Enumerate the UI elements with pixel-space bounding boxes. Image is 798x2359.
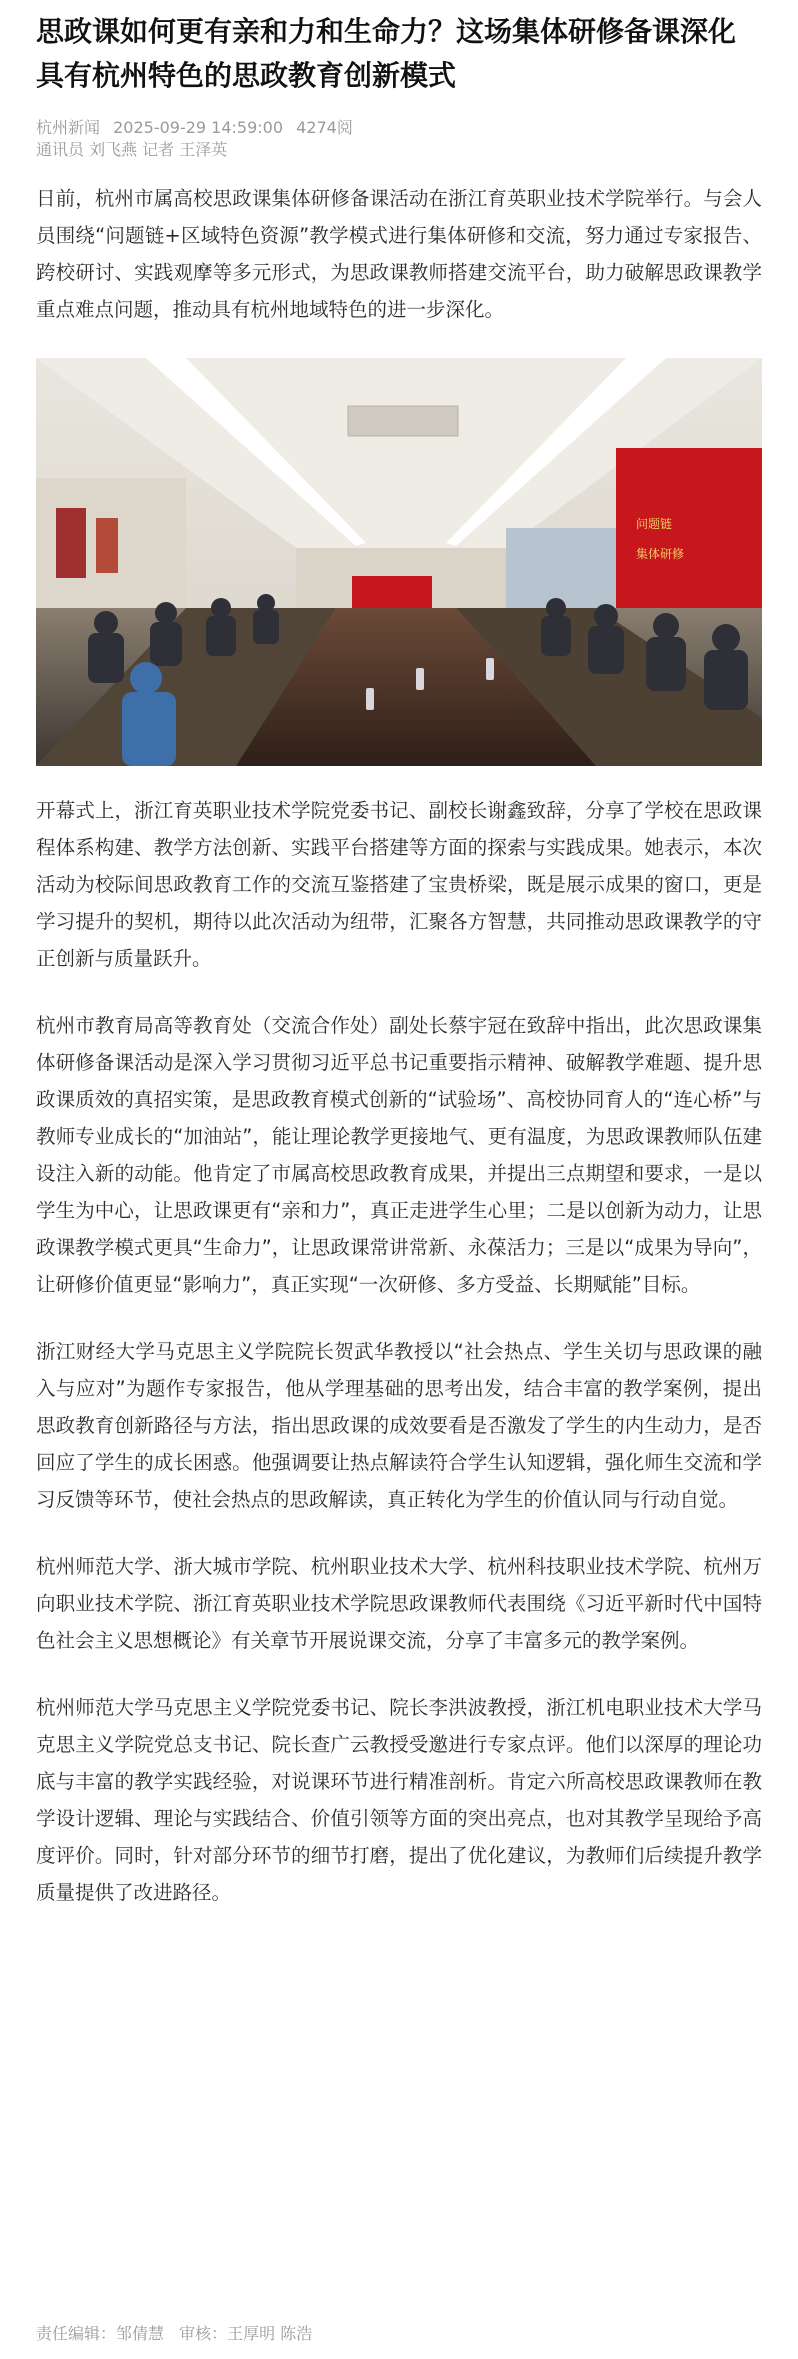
paragraph-2: 开幕式上，浙江育英职业技术学院党委书记、副校长谢鑫致辞，分享了学校在思政课程体系构建、教学方法创新、实践平台搭建等方面的探索与实践成果。她表示，本次活动为校际间思政教育工作的交流互鉴搭建了宝贵桥梁，既是展示成果的窗口，更是学习提升的契机，期待以此次活动为纽带，汇聚各方智慧，共同推动思政课教学的守正创新与质量跃升。 [36,799,762,970]
article-title: 思政课如何更有亲和力和生命力？这场集体研修备课深化具有杭州特色的思政教育创新模式 [36,15,737,92]
conference-photo [36,358,762,766]
byline: 通讯员 刘飞燕 记者 王泽英 [36,140,228,159]
view-count: 4274阅 [296,118,353,137]
source-label: 杭州新闻 [36,118,101,137]
editor-credit: 责任编辑：邹倩慧 [36,2324,165,2343]
paragraph-5: 杭州师范大学、浙大城市学院、杭州职业技术大学、杭州科技职业技术学院、杭州万向职业技术学院、浙江育英职业技术学院思政课教师代表围绕《习近平新时代中国特色社会主义思想概论》有关章节开展说课交流，分享了丰富多元的教学案例。 [36,1555,762,1652]
paragraph-3: 杭州市教育局高等教育处（交流合作处）副处长蔡宇冠在致辞中指出，此次思政课集体研修备课活动是深入学习贯彻习近平总书记重要指示精神、破解教学难题、提升思政课质效的真招实策，是思政教育模式创新的“试验场”、高校协同育人的“连心桥”与教师专业成长的“加油站”，能让理论教学更接地气、更有温度，为思政课教师队伍建设注入新的动能。他肯定了市属高校思政教育成果，并提出三点期望和要求，一是以学生为中心，让思政课更有“亲和力”，真正走进学生心里；二是以创新为动力，让思政课教学模式更具“生命力”，让思政课常讲常新、永葆活力；三是以“成果为导向”，让研修价值更显“影响力”，真正实现“一次研修、多方受益、长期赋能”目标。 [36,1014,762,1296]
publish-datetime: 2025-09-29 14:59:00 [113,118,284,137]
svg-text:问题链: 问题链 [636,517,673,531]
paragraph-6: 杭州师范大学马克思主义学院党委书记、院长李洪波教授，浙江机电职业技术大学马克思主义学院党总支书记、院长查广云教授受邀进行专家点评。他们以深厚的理论功底与丰富的教学实践经验，对说课环节进行精准剖析。肯定六所高校思政课教师在教学设计逻辑、理论与实践结合、价值引领等方面的突出亮点，也对其教学呈现给予高度评价。同时，针对部分环节的细节打磨，提出了优化建议，为教师们后续提升教学质量提供了改进路径。 [36,1696,762,1904]
paragraph-4: 浙江财经大学马克思主义学院院长贺武华教授以“社会热点、学生关切与思政课的融入与应对”为题作专家报告，他从学理基础的思考出发，结合丰富的教学案例，提出思政教育创新路径与方法，指出思政课的成效要看是否激发了学生的内生动力，是否回应了学生的成长困惑。他强调要让热点解读符合学生认知逻辑，强化师生交流和学习反馈等环节，使社会热点的思政解读，真正转化为学生的价值认同与行动自觉。 [36,1340,762,1511]
reviewer-credit: 审核：王厚明 陈浩 [179,2324,313,2343]
article-body [36,180,762,1941]
article-footer [36,2322,762,2346]
svg-text:集体研修: 集体研修 [636,547,685,561]
article-meta [36,117,762,161]
paragraph-1: 日前，杭州市属高校思政课集体研修备课活动在浙江育英职业技术学院举行。与会人员围绕“问题链+区域特色资源”教学模式进行集体研修和交流，努力通过专家报告、跨校研讨、实践观摩等多元形式，为思政课教师搭建交流平台，助力破解思政课教学重点难点问题，推动具有杭州地域特色的进一步深化。 [36,187,762,321]
